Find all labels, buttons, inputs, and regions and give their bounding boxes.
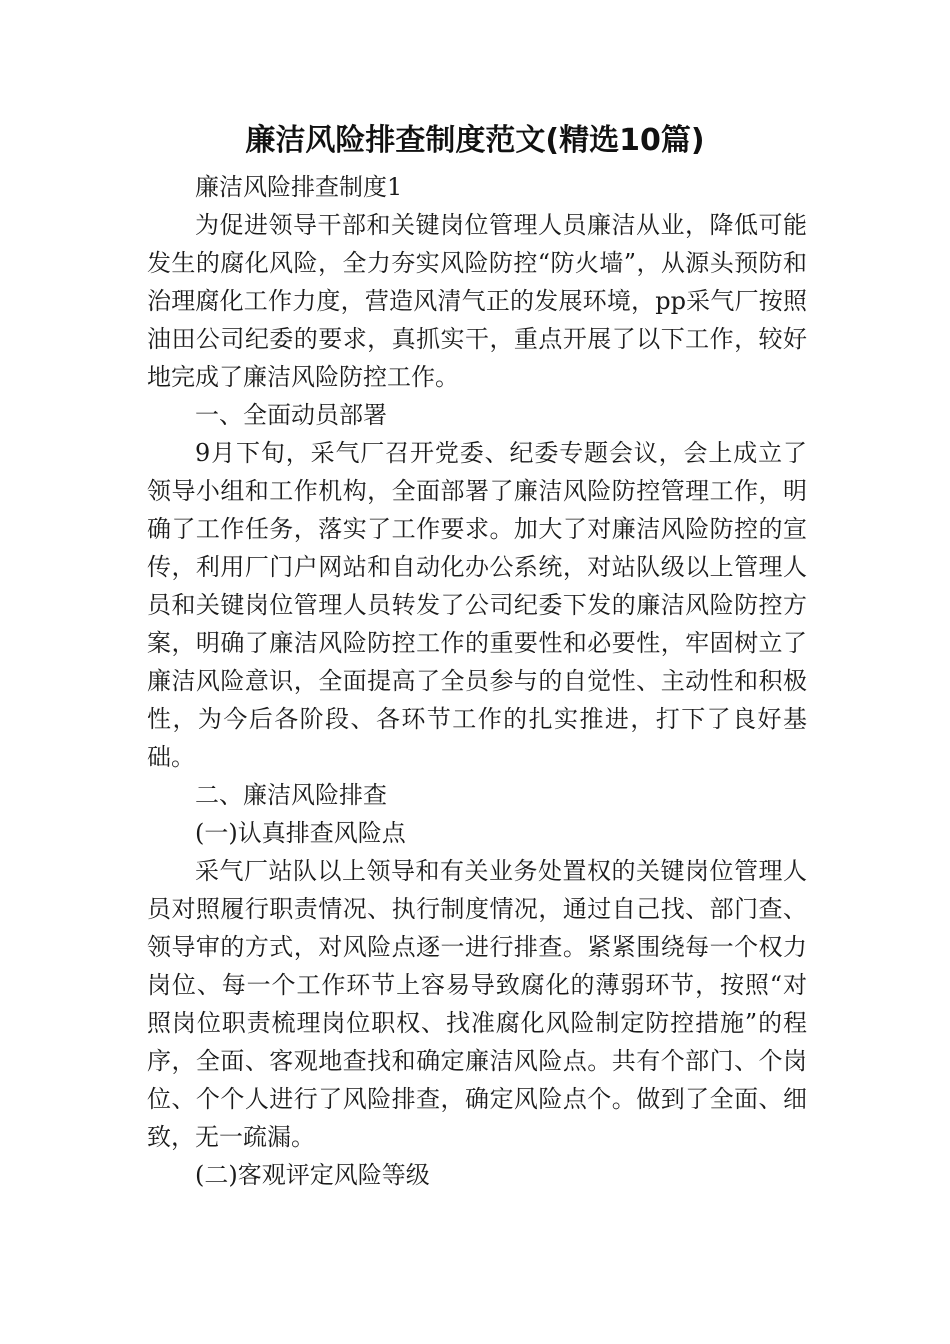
section-heading: 二、廉洁风险排查	[195, 781, 387, 809]
document-title: 廉洁风险排查制度范文(精选10篇)	[245, 123, 705, 158]
document-body	[147, 168, 807, 1194]
section-heading: 一、全面动员部署	[195, 401, 387, 429]
body-paragraph: 为促进领导干部和关键岗位管理人员廉洁从业，降低可能发生的腐化风险，全力夯实风险防控“防火墙”，从源头预防和治理腐化工作力度，营造风清气正的发展环境，pp采气厂按照油田公司纪委的要求，真抓实干，重点开展了以下工作，较好地完成了廉洁风险防控工作。	[147, 211, 807, 391]
section-heading: 廉洁风险排查制度1	[195, 173, 403, 201]
subsection-heading: (一)认真排查风险点	[195, 819, 406, 847]
subsection-heading: (二)客观评定风险等级	[195, 1161, 430, 1189]
body-paragraph: 采气厂站队以上领导和有关业务处置权的关键岗位管理人员对照履行职责情况、执行制度情况，通过自己找、部门查、领导审的方式，对风险点逐一进行排查。紧紧围绕每一个权力岗位、每一个工作环节上容易导致腐化的薄弱环节，按照“对照岗位职责梳理岗位职权、找准腐化风险制定防控措施”的程序，全面、客观地查找和确定廉洁风险点。共有个部门、个岗位、个个人进行了风险排查，确定风险点个。做到了全面、细致，无一疏漏。	[147, 857, 807, 1151]
body-paragraph: 9月下旬，采气厂召开党委、纪委专题会议，会上成立了领导小组和工作机构，全面部署了廉洁风险防控管理工作，明确了工作任务，落实了工作要求。加大了对廉洁风险防控的宣传，利用厂门户网站和自动化办公系统，对站队级以上管理人员和关键岗位管理人员转发了公司纪委下发的廉洁风险防控方案，明确了廉洁风险防控工作的重要性和必要性，牢固树立了廉洁风险意识，全面提高了全员参与的自觉性、主动性和积极性，为今后各阶段、各环节工作的扎实推进，打下了良好基础。	[147, 439, 807, 771]
